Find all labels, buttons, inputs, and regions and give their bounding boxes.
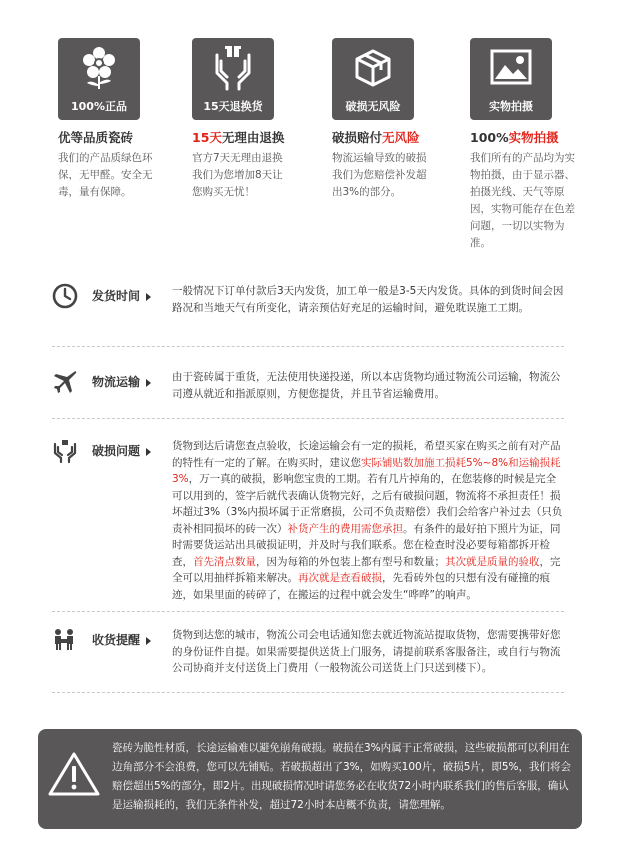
text-segment: ，先看砖外包的只想有没有碰撞的痕迹，如果里面的砖碎了，在搬运的过程中就会发生“哗哗”的响声。 (172, 572, 550, 601)
title-highlight: 15天 (192, 130, 222, 145)
row-label (92, 631, 151, 648)
row-label (92, 287, 151, 304)
feature-title (192, 128, 312, 146)
airplane-icon (52, 369, 78, 395)
feature-photo (470, 38, 590, 252)
box-icon (349, 43, 397, 91)
feature-description: 官方7天无理由退换我们为您增加8天让您购买无忧！ (192, 152, 283, 198)
hands-gift-icon (209, 43, 257, 91)
caret-right-icon (146, 637, 151, 645)
warning-triangle-icon (48, 751, 100, 797)
feature-title (470, 128, 590, 146)
text-segment: ，因为每箱的外包装上都有型号和数量； (256, 555, 445, 568)
feature-description: 物流运输导致的破损我们为您赔偿补发超出3%的部分。 (332, 152, 427, 198)
title-highlight: 无风险 (382, 130, 420, 145)
title-text: 100% (470, 130, 509, 145)
feature-section (0, 0, 620, 260)
divider (52, 418, 564, 419)
text-highlight: 再次就是查看破损 (298, 572, 382, 584)
row-shipping (52, 283, 572, 333)
row-label-text: 收货提醒 (92, 633, 141, 647)
caret-right-icon (146, 379, 151, 387)
row-label (92, 373, 151, 390)
row-text: 货物到达您的城市，物流公司会电话通知您去就近物流站提取货物，您需要携带好您的身份证件自提。如果需要提供送货上门服务，请提前联系客服备注，或自行与物流公司协商并支付送货上门费用（一般物流公司送货上门只送到楼下）。 (172, 629, 561, 674)
caret-right-icon (146, 293, 151, 301)
feature-damage (332, 38, 452, 201)
row-text: 一般情况下订单付款后3天内发货，加工单一般是3-5天内发货。具体的到货时间会因路况和当地天气有所变化，请亲预估好充足的运输时间，避免耽误施工工期。 (172, 285, 564, 314)
warning-text: 瓷砖为脆性材质，长途运输难以避免崩角破损。破损在3%内属于正常破损，这些破损都可以利用在边角部分不会浪费，您可以先铺贴。若破损超出了3%，如购买100片，破损5片，即5%，我们将会赔偿超出5%的部分，即2片。出现破损情况时请您务必在收货72小时内联系我们的售后客服，确认是运输损耗的，我们无条件补发，超过72小时本店概不负责，请您理解。 (112, 742, 572, 811)
flower-icon (75, 43, 123, 91)
tile-label: 实物拍摄 (489, 100, 533, 113)
text-highlight: 其次就是质量的验收 (445, 555, 540, 568)
tile-label: 15天退换货 (203, 100, 263, 113)
divider (52, 346, 564, 347)
row-label-text: 发货时间 (92, 289, 141, 303)
row-pickup (52, 627, 572, 677)
feature-genuine (58, 38, 178, 201)
text-segment: ，万一真的破损，影响您宝贵的工期。若有几片掉角的，在您装修的时候是完全可以用到的，签字后就代表确认货物完好，之后有破损问题，物流将不承担责任！损坏超过3%（3%内损坏属于正常磨损，公司不负责赔偿）我们会给客户补过去（只负责补相同损坏的砖一次） (172, 473, 563, 535)
divider (52, 692, 564, 693)
title-text: 无理由退换 (221, 130, 285, 145)
text-segment: 。有条件的最好拍下照片为证，同时需要货运站出具破损证明，并及时与我们联系。您在检查时没必要每箱都拆开检查， (172, 522, 561, 568)
row-label (92, 442, 151, 459)
row-label-text: 物流运输 (92, 375, 141, 389)
title-highlight: 实物拍摄 (508, 130, 559, 145)
hands-box-icon (52, 438, 78, 464)
warning-box (38, 729, 582, 829)
title-text: 优等品质瓷砖 (58, 130, 134, 145)
text-highlight: 实际铺贴数加施工损耗5%~8%和运输损耗3% (172, 456, 561, 485)
row-label-text: 破损问题 (92, 444, 141, 458)
text-highlight: 补货产生的费用需您承担 (287, 522, 403, 535)
title-text: 破损赔付 (332, 130, 383, 145)
feature-tile (332, 38, 414, 120)
row-text: 由于瓷砖属于重货，无法使用快递投递，所以本店货物均通过物流公司运输，物流公司遵从就近和指派原则，方便您提货，并且节省运输费用。 (172, 371, 561, 400)
people-delivery-icon (52, 627, 78, 653)
feature-title (332, 128, 452, 146)
tile-label: 破损无风险 (345, 100, 401, 113)
text-segment: 货物到达后请您查点验收，长途运输会有一定的损耗，希望买家在购买之前有对产品的特性有一定的了解。在购买时，建议您 (172, 440, 561, 469)
text-segment: ，完全可以用抽样拆箱来解决。 (172, 555, 561, 584)
feature-tile (58, 38, 140, 120)
feature-description: 我们所有的产品均为实物拍摄，由于显示器、拍摄光线、天气等原因，实物可能存在色差问题，一切以实物为准。 (470, 152, 575, 249)
feature-tile (192, 38, 274, 120)
tile-label: 100%正品 (71, 100, 127, 113)
row-text (172, 438, 566, 603)
feature-tile (470, 38, 552, 120)
feature-description: 我们的产品质绿色环保，无甲醛。安全无毒，量有保障。 (58, 152, 153, 198)
feature-title (58, 128, 178, 146)
feature-return (192, 38, 312, 201)
divider (52, 611, 564, 612)
caret-right-icon (146, 448, 151, 456)
row-logistics (52, 369, 572, 409)
text-highlight: 首先清点数量 (193, 555, 256, 568)
photo-icon (487, 43, 535, 91)
row-damage (52, 438, 572, 608)
clock-icon (52, 283, 78, 309)
